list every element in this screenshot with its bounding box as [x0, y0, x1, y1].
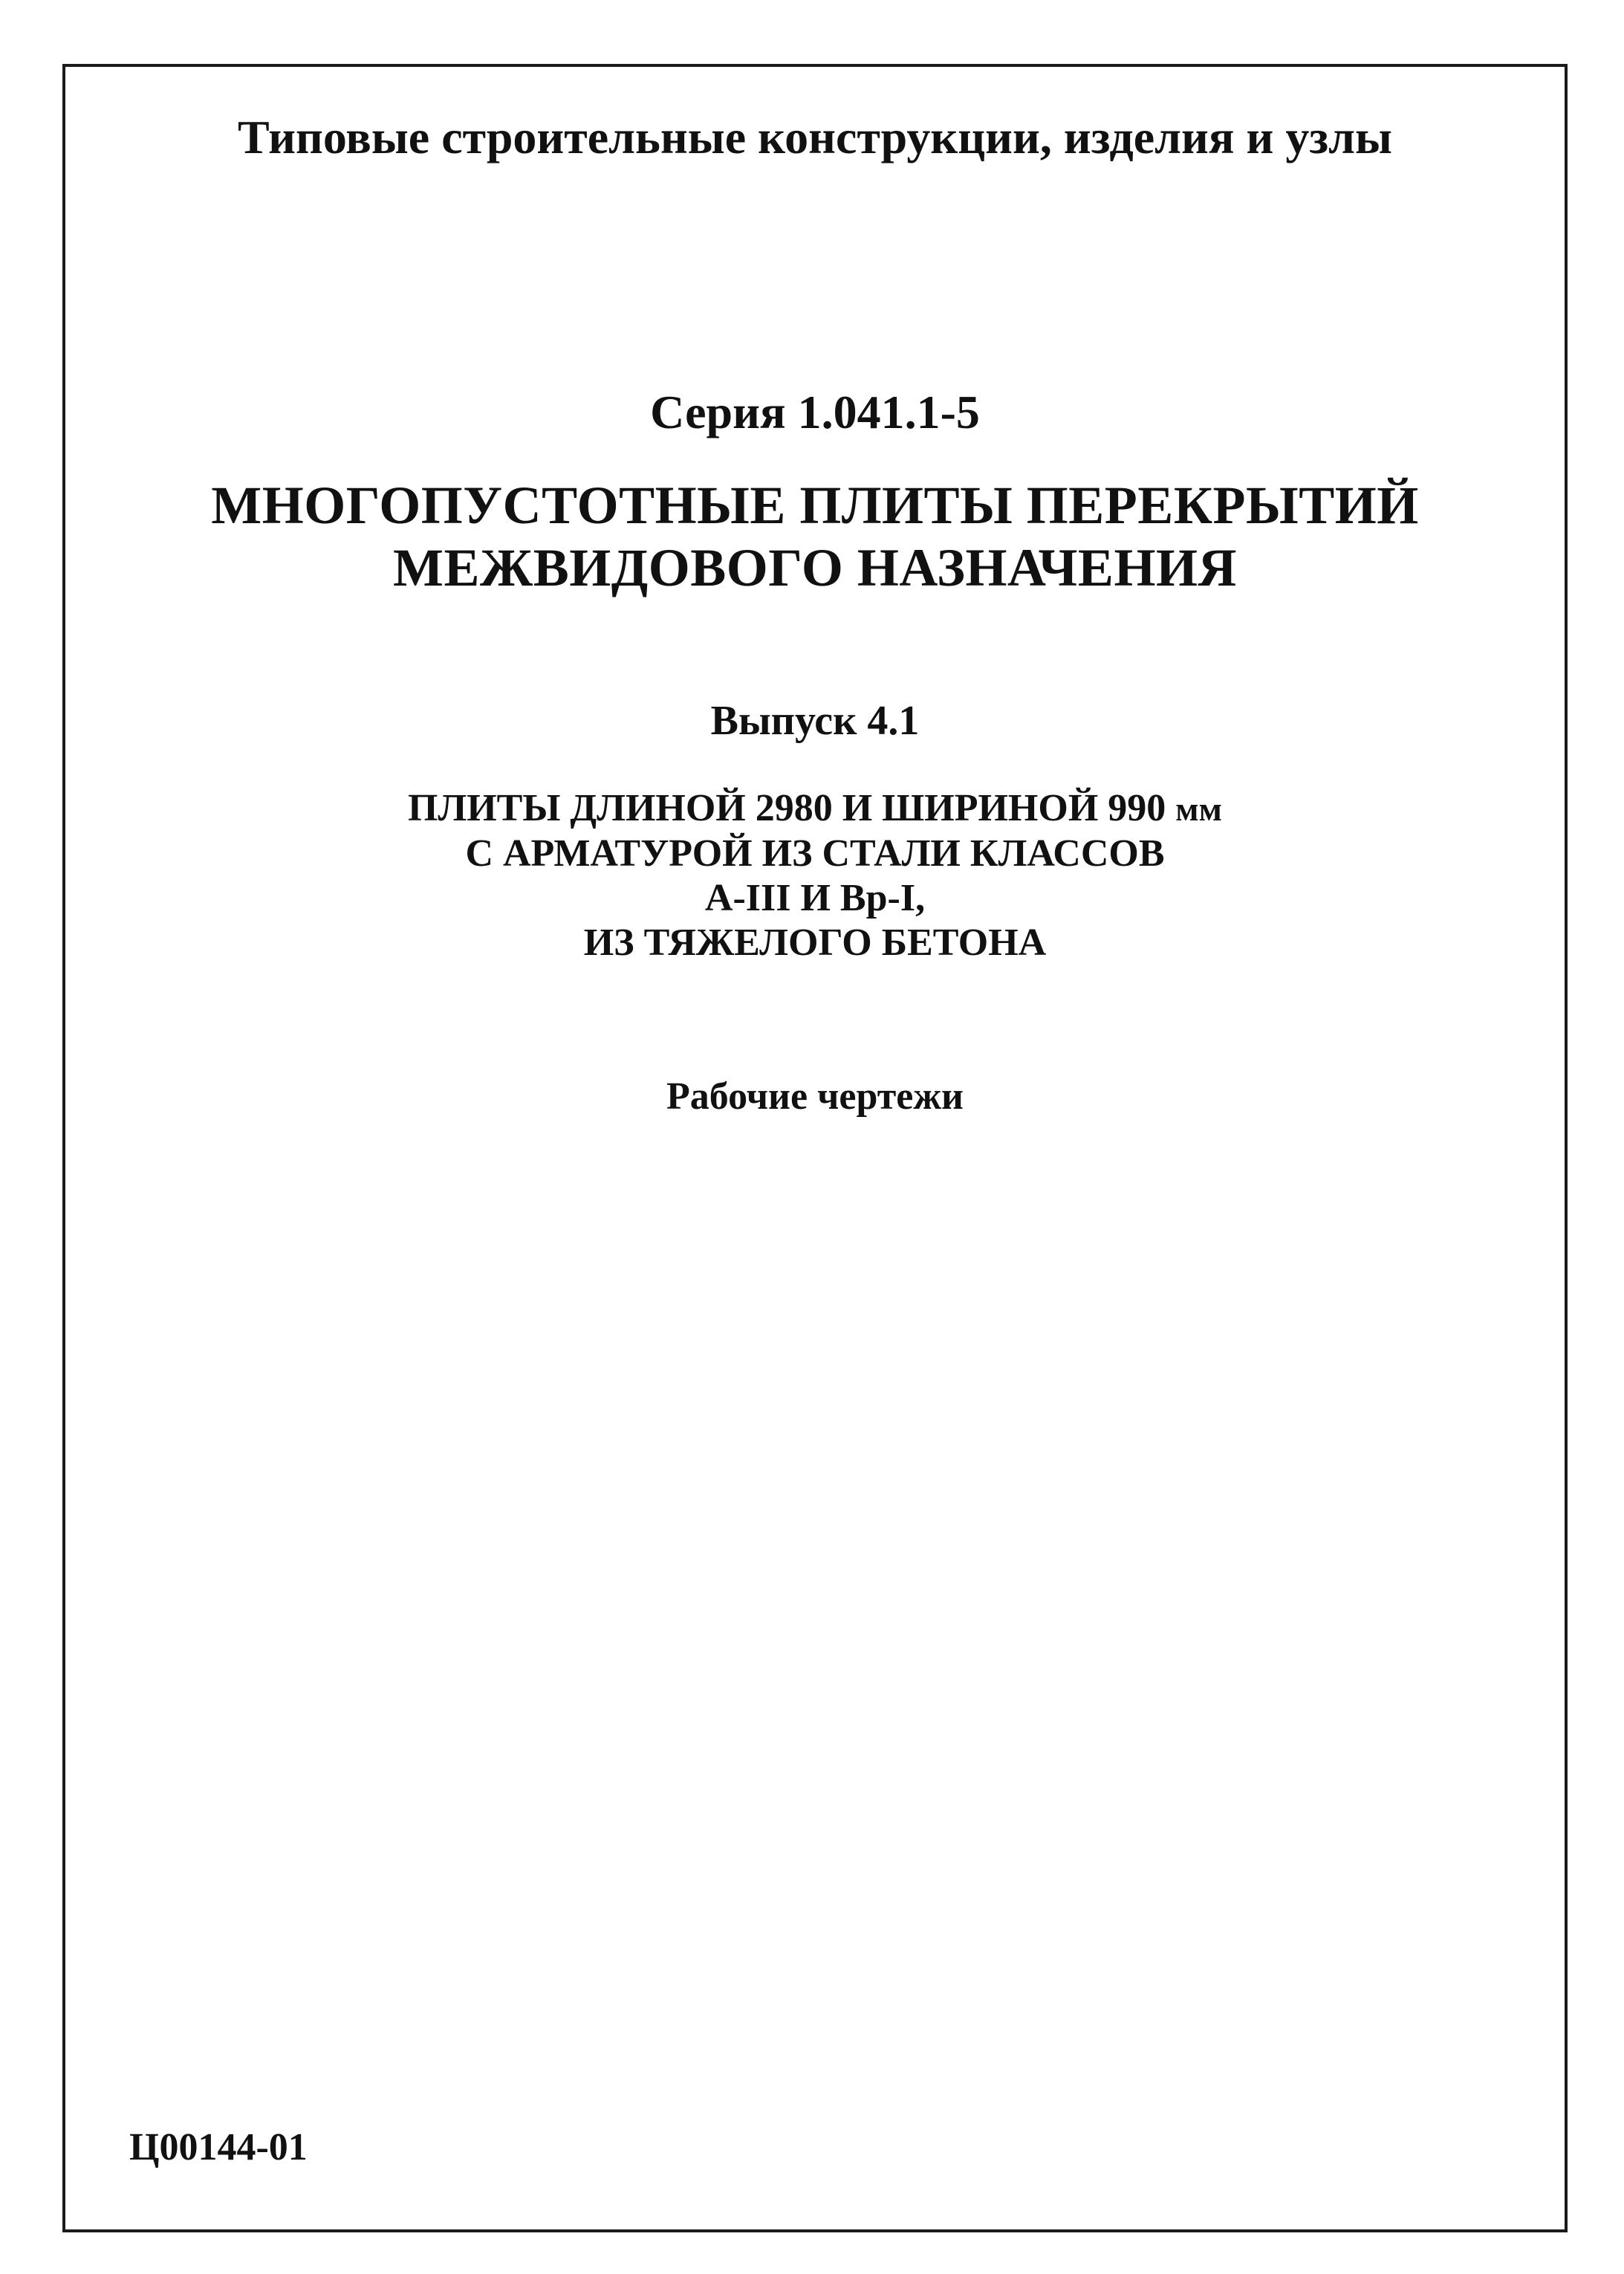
page-frame	[62, 64, 1568, 2232]
collection-header: Типовые строительные конструкции, изделия и узлы	[238, 111, 1392, 163]
issue-subtitle-line-2: С АРМАТУРОЙ ИЗ СТАЛИ КЛАССОВ	[465, 832, 1165, 875]
document-code: Ц00144-01	[129, 2126, 308, 2168]
issue-subtitle-line-4: ИЗ ТЯЖЕЛОГО БЕТОНА	[583, 921, 1047, 964]
issue-number: Выпуск 4.1	[710, 698, 920, 744]
issue-subtitle-line-3: А-III И Вр-I,	[704, 877, 926, 919]
document-title-line-1: МНОГОПУСТОТНЫЕ ПЛИТЫ ПЕРЕКРЫТИЙ	[211, 476, 1419, 535]
issue-subtitle-line-1	[65, 786, 1565, 832]
issue-subtitle-line-1-main: ПЛИТЫ ДЛИНОЙ 2980 И ШИРИНОЙ 990	[408, 787, 1166, 829]
issue-subtitle	[65, 786, 1565, 965]
document-title	[65, 474, 1565, 599]
issue-subtitle-unit: мм	[1175, 790, 1222, 828]
document-title-line-2: МЕЖВИДОВОГО НАЗНАЧЕНИЯ	[393, 538, 1237, 597]
series-number: Серия 1.041.1-5	[650, 386, 980, 438]
document-type: Рабочие чертежи	[666, 1075, 964, 1118]
